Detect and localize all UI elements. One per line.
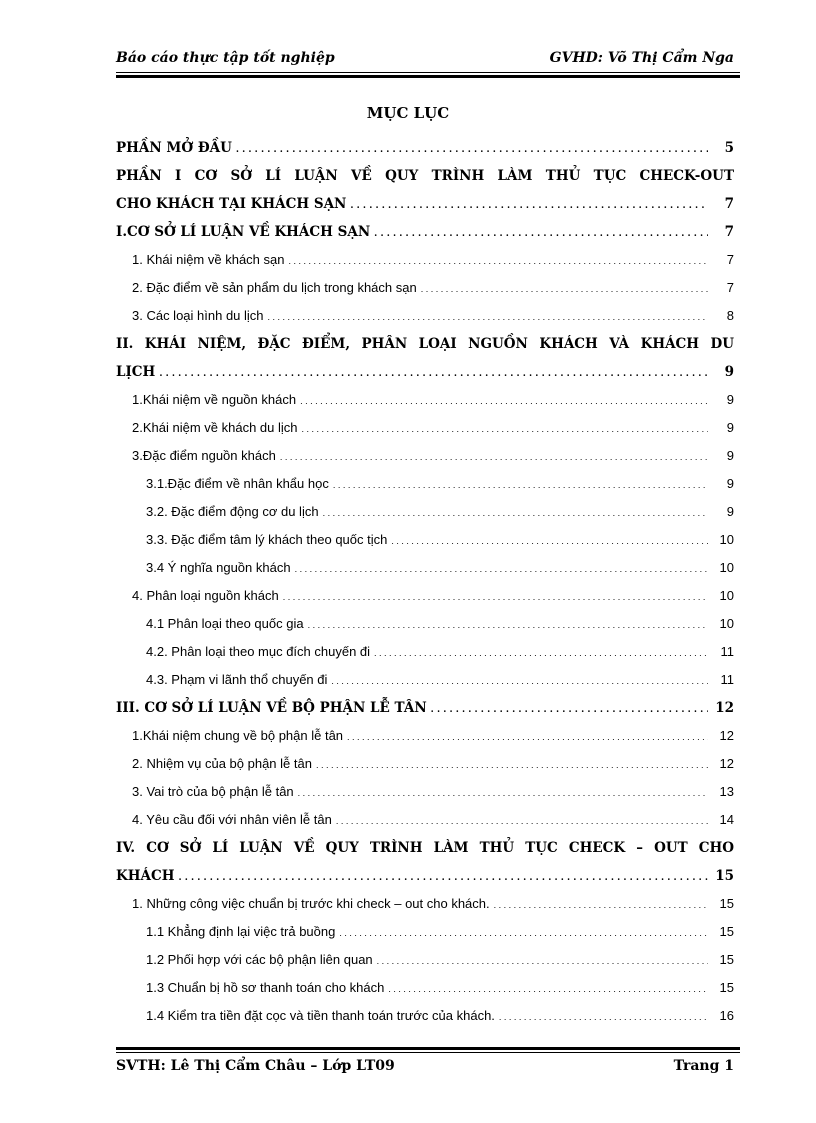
toc-row [116,638,740,666]
toc-row [116,414,740,442]
dot-leader [350,192,708,220]
toc-row [116,722,740,750]
toc-row [116,302,740,330]
page-header [116,50,734,70]
page-footer [116,1058,734,1078]
toc-entry-text: II. KHÁI NIỆM, ĐẶC ĐIỂM, PHÂN LOẠI NGUỒN KHÁCH VÀ KHÁCH DU [116,336,734,352]
toc-row [116,330,740,358]
dot-leader [374,220,708,248]
dot-leader [300,387,708,415]
dot-leader [377,947,708,975]
dot-leader [288,247,708,275]
footer-rule-thin [116,1052,740,1053]
toc-page-number: 15 [719,924,734,939]
dot-leader [388,975,708,1003]
toc-entry-text: IV. CƠ SỞ LÍ LUẬN VỀ QUY TRÌNH LÀM THỦ TỤC CHECK – OUT CHO [116,840,734,856]
dot-leader [336,807,708,835]
table-of-contents [116,134,740,1030]
toc-page-number: 5 [724,140,734,156]
toc-page-number: 9 [726,392,734,407]
toc-entry-text: 1. Khái niệm về khách sạn [132,252,285,267]
toc-entry-text: 3. Vai trò của bộ phận lễ tân [132,784,294,799]
toc-page-number: 7 [726,280,734,295]
footer-rule-thick [116,1047,740,1050]
toc-row [116,470,740,498]
dot-leader [333,471,708,499]
toc-entry-text: 1.3 Chuẩn bị hồ sơ thanh toán cho khách [146,980,385,995]
toc-page-number: 10 [719,532,734,547]
header-rule-thick [116,75,740,78]
report-title: Báo cáo thực tập tốt nghiệp [116,50,335,66]
toc-row [116,806,740,834]
toc-row [116,1002,740,1030]
toc-entry-text: 2. Đặc điểm về sản phẩm du lịch trong khách sạn [132,280,417,295]
toc-page-number: 7 [726,252,734,267]
toc-page-number: 13 [719,784,734,799]
toc-entry-text: PHẦN MỞ ĐẦU [116,140,232,156]
page-number: Trang 1 [673,1058,734,1074]
toc-row [116,386,740,414]
toc-row [116,498,740,526]
dot-leader [391,527,708,555]
dot-leader [421,275,708,303]
toc-entry-text: LỊCH [116,364,156,380]
toc-page-number: 9 [726,448,734,463]
toc-page-number: 11 [720,672,734,687]
dot-leader [295,555,708,583]
toc-page-number: 10 [719,588,734,603]
toc-entry-text: 2.Khái niệm về khách du lịch [132,420,298,435]
dot-leader [347,723,708,751]
toc-page-number: 16 [719,1008,734,1023]
dot-leader [301,415,708,443]
dot-leader [331,667,708,695]
dot-leader [494,891,708,919]
toc-entry-text: PHẦN I CƠ SỞ LÍ LUẬN VỀ QUY TRÌNH LÀM THỦ TỤC CHECK-OUT [116,168,734,184]
dot-leader [499,1003,708,1031]
toc-entry-text: 3.1.Đặc điểm về nhân khẩu học [146,476,329,491]
toc-entry-text: I.CƠ SỞ LÍ LUẬN VỀ KHÁCH SẠN [116,224,371,240]
toc-entry-text: 4.1 Phân loại theo quốc gia [146,616,304,631]
toc-entry-text: 3.Đặc điểm nguồn khách [132,448,276,463]
toc-entry-text: 4.3. Phạm vi lãnh thổ chuyến đi [146,672,328,687]
toc-page-number: 9 [726,476,734,491]
toc-row [116,274,740,302]
toc-row [116,834,740,862]
toc-page-number: 14 [719,812,734,827]
toc-page-number: 10 [719,560,734,575]
toc-page-number: 12 [719,728,734,743]
toc-entry-text: 1.Khái niệm chung về bộ phận lễ tân [132,728,344,743]
toc-row [116,890,740,918]
toc-page-number: 9 [724,364,734,380]
dot-leader [236,136,708,164]
toc-page-number: 12 [715,700,734,716]
toc-entry-text: 3.3. Đặc điểm tâm lý khách theo quốc tịch [146,532,388,547]
toc-page-number: 10 [719,616,734,631]
dot-leader [268,303,708,331]
toc-row [116,246,740,274]
toc-entry-text: 3. Các loại hình du lịch [132,308,264,323]
toc-row [116,610,740,638]
toc-page-number: 15 [719,980,734,995]
dot-leader [323,499,708,527]
dot-leader [374,639,708,667]
toc-row [116,918,740,946]
toc-row [116,582,740,610]
header-rule-thin [116,72,740,73]
toc-row [116,442,740,470]
toc-row [116,750,740,778]
toc-row [116,218,740,246]
toc-page-number: 7 [724,224,734,240]
dot-leader [280,443,708,471]
toc-entry-text: 3.2. Đặc điểm động cơ du lịch [146,504,319,519]
toc-page-number: 7 [724,196,734,212]
toc-page-number: 12 [719,756,734,771]
toc-entry-text: III. CƠ SỞ LÍ LUẬN VỀ BỘ PHẬN LỄ TÂN [116,700,427,716]
toc-entry-text: 2. Nhiệm vụ của bộ phận lễ tân [132,756,312,771]
toc-row [116,974,740,1002]
dot-leader [178,864,708,892]
dot-leader [431,696,708,724]
toc-entry-text: 1.1 Khẳng định lại việc trả buồng [146,924,336,939]
toc-page-number: 15 [719,952,734,967]
dot-leader [316,751,708,779]
toc-page-number: 9 [726,420,734,435]
toc-row [116,526,740,554]
toc-title: MỤC LỤC [366,104,450,122]
toc-row [116,862,740,890]
toc-row [116,162,740,190]
student-name: SVTH: Lê Thị Cẩm Châu – Lớp LT09 [116,1058,395,1074]
toc-page-number: 9 [726,504,734,519]
toc-row [116,134,740,162]
toc-row [116,666,740,694]
toc-row [116,778,740,806]
toc-entry-text: 4. Phân loại nguồn khách [132,588,279,603]
toc-row [116,554,740,582]
supervisor-name: GVHD: Võ Thị Cẩm Nga [549,50,734,66]
toc-entry-text: 1. Những công việc chuẩn bị trước khi check – out cho khách. [132,896,490,911]
toc-row [116,694,740,722]
toc-entry-text: 1.4 Kiểm tra tiền đặt cọc và tiền thanh toán trước của khách. [146,1008,495,1023]
toc-entry-text: 3.4 Ý nghĩa nguồn khách [146,560,291,575]
toc-row [116,358,740,386]
toc-entry-text: KHÁCH [116,868,175,884]
dot-leader [283,583,708,611]
toc-entry-text: 4.2. Phân loại theo mục đích chuyến đi [146,644,371,659]
toc-entry-text: 1.Khái niệm về nguồn khách [132,392,297,407]
toc-entry-text: CHO KHÁCH TẠI KHÁCH SẠN [116,196,347,212]
toc-row [116,946,740,974]
toc-entry-text: 4. Yêu cầu đối với nhân viên lễ tân [132,812,332,827]
toc-page-number: 8 [726,308,734,323]
toc-page-number: 15 [719,896,734,911]
dot-leader [298,779,708,807]
toc-page-number: 15 [715,868,734,884]
dot-leader [159,360,708,388]
toc-page-number: 11 [720,644,734,659]
dot-leader [308,611,708,639]
dot-leader [339,919,708,947]
toc-entry-text: 1.2 Phối hợp với các bộ phận liên quan [146,952,373,967]
toc-row [116,190,740,218]
